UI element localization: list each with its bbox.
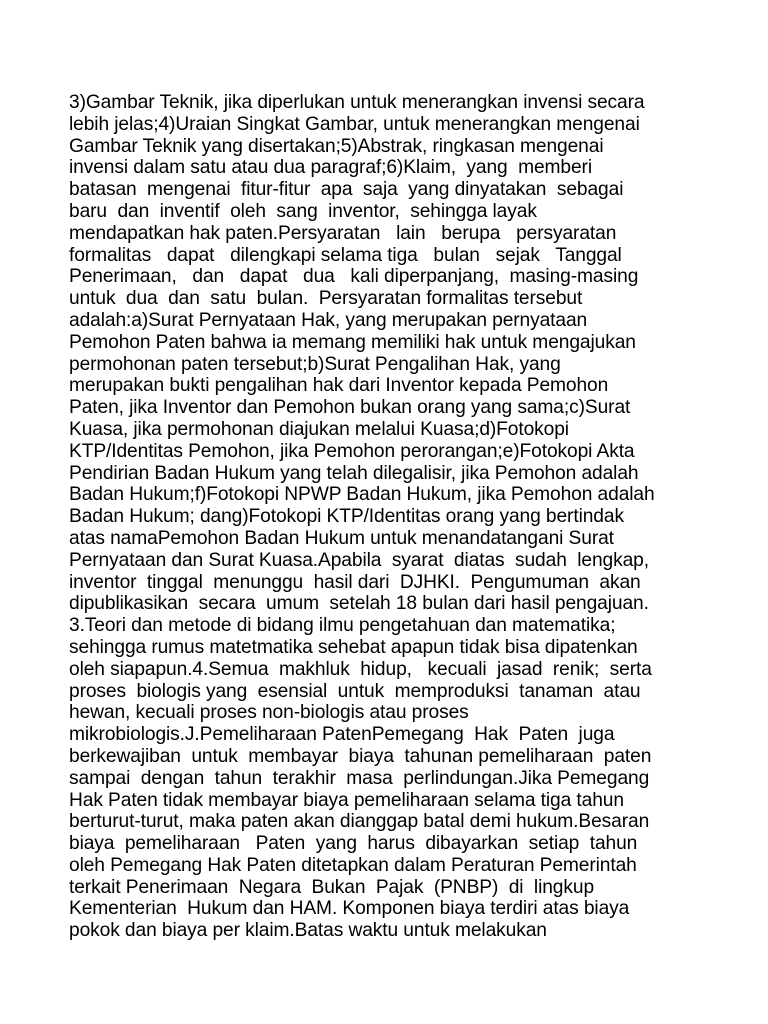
text-line: Penerimaan, dan dapat dua kali diperpanjang, masing-masing bbox=[69, 266, 639, 288]
text-line: baru dan inventif oleh sang inventor, sehingga layak bbox=[69, 200, 537, 222]
text-line: Gambar Teknik yang disertakan;5)Abstrak, ringkasan mengenai bbox=[69, 135, 604, 157]
text-line: lebih jelas;4)Uraian Singkat Gambar, untuk menerangkan mengenai bbox=[69, 113, 640, 135]
text-line: oleh siapapun.4.Semua makhluk hidup, kecuali jasad renik; serta bbox=[69, 658, 652, 680]
text-line: proses biologis yang esensial untuk memproduksi tanaman atau bbox=[69, 680, 641, 702]
text-line: Pemohon Paten bahwa ia memang memiliki hak untuk mengajukan bbox=[69, 331, 636, 353]
text-line: berkewajiban untuk membayar biaya tahunan pemeliharaan paten bbox=[69, 745, 652, 767]
text-line: inventor tinggal menunggu hasil dari DJHKI. Pengumuman akan bbox=[69, 571, 641, 593]
text-line: batasan mengenai fitur-fitur apa saja yang dinyatakan sebagai bbox=[69, 179, 624, 201]
text-line: biaya pemeliharaan Paten yang harus dibayarkan setiap tahun bbox=[69, 833, 638, 855]
text-line: berturut-turut, maka paten akan dianggap batal demi hukum.Besaran bbox=[69, 811, 650, 833]
body-text bbox=[69, 92, 709, 942]
text-line: permohonan paten tersebut;b)Surat Pengalihan Hak, yang bbox=[69, 353, 561, 375]
text-line: Hak Paten tidak membayar biaya pemeliharaan selama tiga tahun bbox=[69, 789, 624, 811]
text-line: mendapatkan hak paten.Persyaratan lain berupa persyaratan bbox=[69, 222, 617, 244]
text-line: formalitas dapat dilengkapi selama tiga bulan sejak Tanggal bbox=[69, 244, 622, 266]
text-line: Badan Hukum; dang)Fotokopi KTP/Identitas orang yang bertindak bbox=[69, 506, 624, 528]
text-line: sampai dengan tahun terakhir masa perlindungan.Jika Pemegang bbox=[69, 767, 650, 789]
text-line: 3.Teori dan metode di bidang ilmu pengetahuan dan matematika; bbox=[69, 615, 616, 637]
text-line: sehingga rumus matetmatika sehebat apapun tidak bisa dipatenkan bbox=[69, 636, 638, 658]
text-line: Kuasa, jika permohonan diajukan melalui Kuasa;d)Fotokopi bbox=[69, 418, 569, 440]
text-line: Pendirian Badan Hukum yang telah dilegalisir, jika Pemohon adalah bbox=[69, 462, 639, 484]
text-line: untuk dua dan satu bulan. Persyaratan formalitas tersebut bbox=[69, 288, 583, 310]
text-line: Paten, jika Inventor dan Pemohon bukan orang yang sama;c)Surat bbox=[69, 397, 631, 419]
text-line: mikrobiologis.J.Pemeliharaan PatenPemegang Hak Paten juga bbox=[69, 724, 615, 746]
text-line: Badan Hukum;f)Fotokopi NPWP Badan Hukum, jika Pemohon adalah bbox=[69, 484, 655, 506]
text-line: oleh Pemegang Hak Paten ditetapkan dalam Peraturan Pemerintah bbox=[69, 854, 637, 876]
text-line: adalah:a)Surat Pernyataan Hak, yang merupakan pernyataan bbox=[69, 309, 588, 331]
text-line: Kementerian Hukum dan HAM. Komponen biaya terdiri atas biaya bbox=[69, 898, 630, 920]
text-line: hewan, kecuali proses non-biologis atau proses bbox=[69, 702, 469, 724]
text-line: 3)Gambar Teknik, jika diperlukan untuk menerangkan invensi secara bbox=[69, 92, 645, 113]
text-line: pokok dan biaya per klaim.Batas waktu untuk melakukan bbox=[69, 920, 547, 942]
text-line: Pernyataan dan Surat Kuasa.Apabila syarat diatas sudah lengkap, bbox=[69, 549, 649, 571]
text-line: merupakan bukti pengalihan hak dari Inventor kepada Pemohon bbox=[69, 375, 609, 397]
text-line: invensi dalam satu atau dua paragraf;6)Klaim, yang memberi bbox=[69, 157, 592, 179]
text-line: KTP/Identitas Pemohon, jika Pemohon perorangan;e)Fotokopi Akta bbox=[69, 440, 635, 462]
text-line: terkait Penerimaan Negara Bukan Pajak (PNBP) di lingkup bbox=[69, 876, 595, 898]
text-line: atas namaPemohon Badan Hukum untuk menandatangani Surat bbox=[69, 527, 614, 549]
text-line: dipublikasikan secara umum setelah 18 bulan dari hasil pengajuan. bbox=[69, 593, 649, 615]
